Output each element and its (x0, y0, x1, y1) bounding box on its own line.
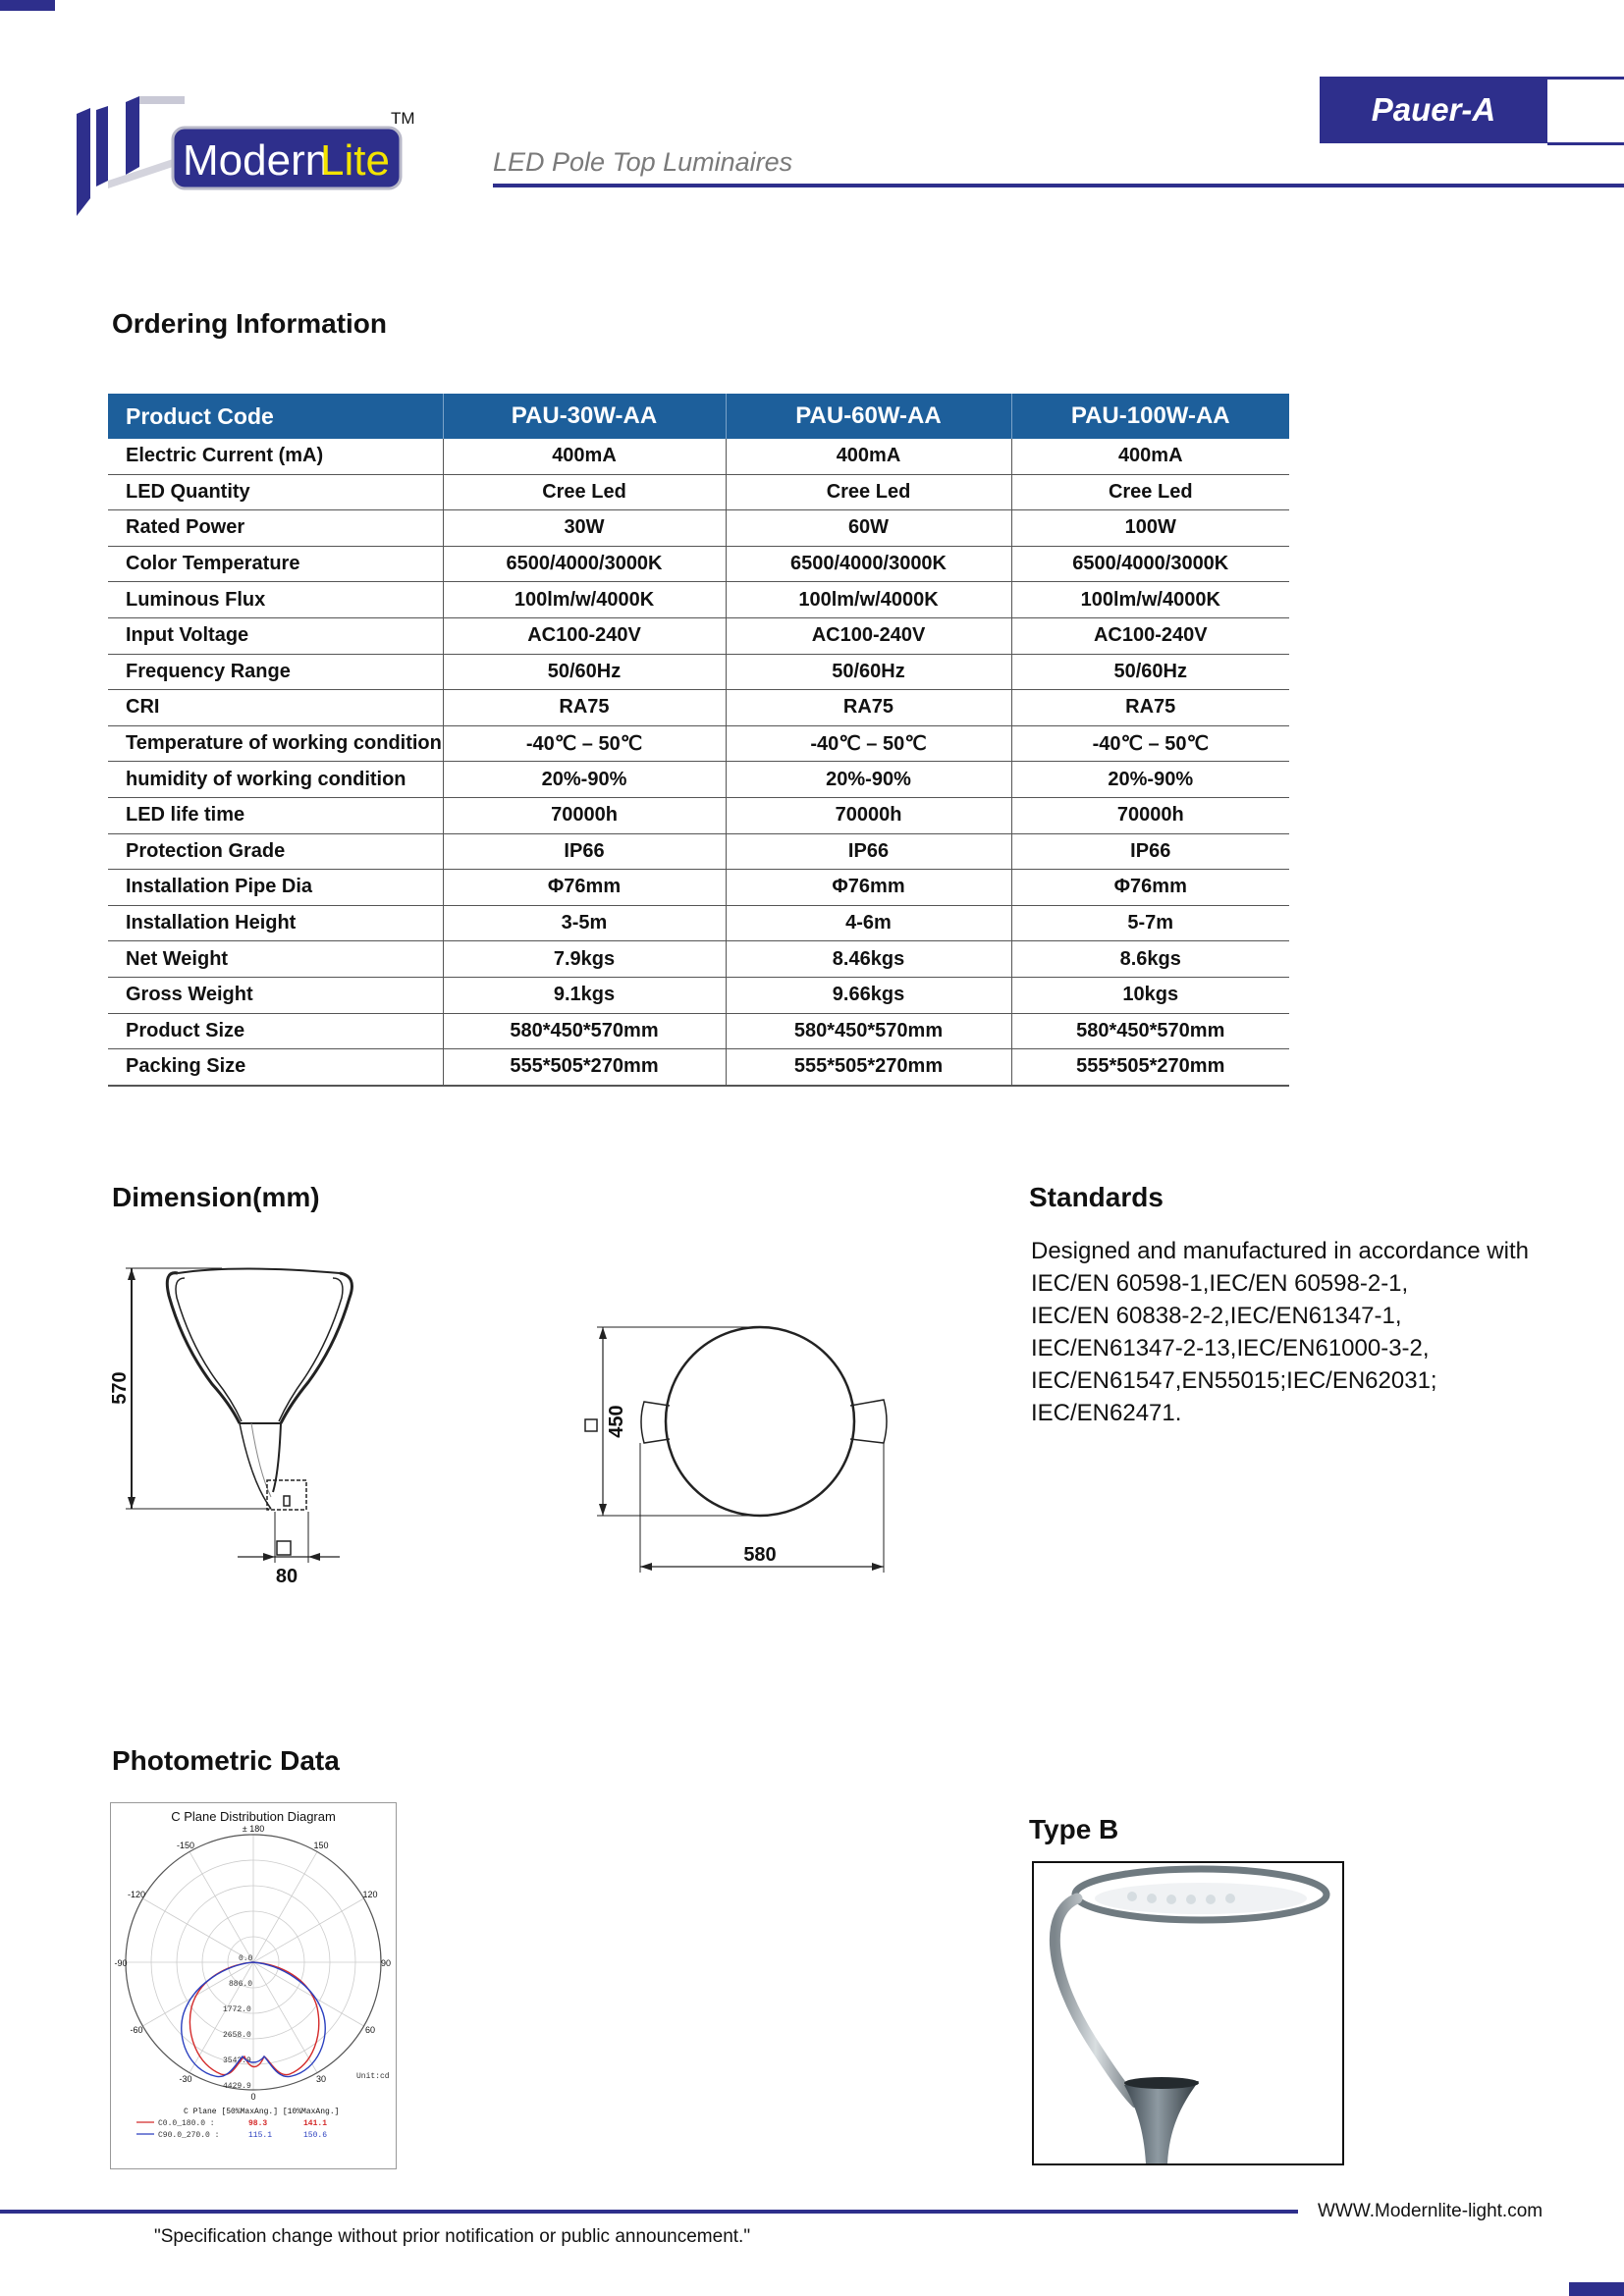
standards-line: IEC/EN62471. (1031, 1400, 1182, 1426)
table-row (108, 439, 1289, 474)
logo-text-lite: Lite (320, 136, 390, 185)
table-cell: -40℃ – 50℃ (1011, 725, 1289, 762)
model-badge: Pauer-A (1320, 77, 1547, 143)
table-row (108, 1013, 1289, 1049)
radial-label: 1772.0 (223, 2005, 251, 2014)
table-row (108, 654, 1289, 690)
logo-bar-1 (77, 108, 90, 216)
table-cell: RA75 (1011, 690, 1289, 726)
side-view-drawing (104, 1256, 359, 1590)
table-cell: 70000h (1011, 797, 1289, 833)
polar-diagram-title: C Plane Distribution Diagram (171, 1809, 336, 1824)
height-dim-label: 570 (109, 1371, 131, 1405)
table-row (108, 474, 1289, 510)
legend-plane: C0.0_180.0 : (158, 2119, 215, 2128)
table-cell: IP66 (443, 833, 726, 870)
table-cell: -40℃ – 50℃ (443, 725, 726, 762)
row-label: LED Quantity (108, 474, 443, 510)
pipe-dim-label: 80 (275, 1566, 298, 1587)
legend-plane: C90.0_270.0 : (158, 2131, 220, 2140)
table-cell: RA75 (726, 690, 1011, 726)
table-cell: RA75 (443, 690, 726, 726)
angle-label: 90 (380, 1958, 392, 1968)
table-cell: 70000h (443, 797, 726, 833)
ordering-title: Ordering Information (112, 308, 387, 339)
angle-label: 120 (362, 1890, 378, 1899)
table-cell: Cree Led (443, 474, 726, 510)
model-badge-outline (1547, 77, 1624, 145)
table-row (108, 582, 1289, 618)
table-cell: 6500/4000/3000K (1011, 546, 1289, 582)
table-row (108, 762, 1289, 798)
table-cell: 30W (443, 510, 726, 547)
table-cell: 9.66kgs (726, 977, 1011, 1013)
legend-value: 141.1 (303, 2119, 328, 2128)
angle-label: -90 (114, 1958, 128, 1968)
table-cell: 8.46kgs (726, 941, 1011, 978)
table-row (108, 725, 1289, 762)
table-row (108, 905, 1289, 941)
table-cell: 100lm/w/4000K (726, 582, 1011, 618)
spec-table-header (108, 394, 1289, 439)
table-cell: 555*505*270mm (1011, 1049, 1289, 1086)
angle-label: 150 (313, 1841, 329, 1850)
logo-bar-shade (139, 96, 185, 104)
radial-label: 886.0 (229, 1980, 253, 1989)
table-cell: IP66 (1011, 833, 1289, 870)
standards-line: IEC/EN61347-2-13,IEC/EN61000-3-2, (1031, 1335, 1430, 1362)
row-label: Rated Power (108, 510, 443, 547)
top-view-circle (666, 1327, 854, 1516)
table-cell: Cree Led (726, 474, 1011, 510)
column-header: PAU-100W-AA (1011, 394, 1289, 439)
column-header: PAU-30W-AA (443, 394, 726, 439)
table-cell: 50/60Hz (1011, 654, 1289, 690)
top-view-drawing (579, 1315, 893, 1580)
standards-text (1031, 1235, 1581, 1429)
page-subtitle: LED Pole Top Luminaires (493, 147, 793, 177)
table-cell: 60W (726, 510, 1011, 547)
angle-label: 0 (250, 2092, 256, 2102)
logo-bar-3 (126, 96, 139, 175)
table-cell: 50/60Hz (443, 654, 726, 690)
table-cell: 20%-90% (1011, 762, 1289, 798)
table-cell: 20%-90% (443, 762, 726, 798)
table-cell: 6500/4000/3000K (726, 546, 1011, 582)
legend-value: 98.3 (248, 2119, 268, 2128)
angle-label: 30 (315, 2074, 327, 2084)
table-cell: 6500/4000/3000K (443, 546, 726, 582)
table-cell: Φ76mm (1011, 870, 1289, 906)
footer-rule (0, 2210, 1298, 2214)
row-label: Product Size (108, 1013, 443, 1049)
table-row (108, 510, 1289, 547)
row-label: Luminous Flux (108, 582, 443, 618)
standards-line: IEC/EN 60598-1,IEC/EN 60598-2-1, (1031, 1270, 1409, 1297)
angle-label: ± 180 (242, 1824, 265, 1834)
table-cell: IP66 (726, 833, 1011, 870)
table-cell: 4-6m (726, 905, 1011, 941)
polar-diagram (111, 1803, 396, 2168)
legend-header: C Plane [50%MaxAng.] [10%MaxAng.] (184, 2108, 340, 2116)
depth-dim-label: 450 (606, 1405, 627, 1438)
logo-trademark: TM (391, 109, 415, 128)
row-label: Frequency Range (108, 654, 443, 690)
luminaire-illustration (1034, 1863, 1342, 2163)
table-cell: 50/60Hz (726, 654, 1011, 690)
table-row (108, 833, 1289, 870)
angle-label: -60 (130, 2025, 143, 2035)
photometric-diagram-frame (110, 1802, 397, 2169)
standards-title: Standards (1029, 1182, 1164, 1212)
table-cell: AC100-240V (726, 617, 1011, 654)
angle-label: -30 (179, 2074, 192, 2084)
luminaire-cone (1124, 2081, 1199, 2163)
width-dim-label: 580 (743, 1544, 777, 1566)
luminaire-arm (1055, 1898, 1136, 2103)
corner-accent-bottom (1569, 2282, 1624, 2296)
column-header: PAU-60W-AA (726, 394, 1011, 439)
typeb-photo (1032, 1861, 1344, 2165)
table-cell: 555*505*270mm (443, 1049, 726, 1086)
row-label: LED life time (108, 797, 443, 833)
table-cell: AC100-240V (1011, 617, 1289, 654)
logo-bar-2 (96, 106, 108, 187)
column-header: Product Code (108, 394, 443, 439)
standards-line: Designed and manufactured in accordance with (1031, 1238, 1529, 1264)
footer-url: WWW.Modernlite-light.com (1318, 2201, 1543, 2221)
polar-legend (136, 2108, 339, 2140)
table-cell: 100lm/w/4000K (443, 582, 726, 618)
photometric-title: Photometric Data (112, 1745, 340, 1776)
angle-label: -120 (127, 1890, 146, 1899)
table-cell: 100lm/w/4000K (1011, 582, 1289, 618)
footer-disclaimer: "Specification change without prior notification or public announcement." (154, 2226, 751, 2247)
standards-line: IEC/EN 60838-2-2,IEC/EN61347-1, (1031, 1303, 1402, 1329)
table-cell: 3-5m (443, 905, 726, 941)
logo-text-modern: Modern (183, 136, 330, 185)
table-row (108, 797, 1289, 833)
radial-labels (223, 1954, 390, 2091)
radial-label: 3543.9 (223, 2056, 251, 2065)
row-label: Electric Current (mA) (108, 439, 443, 474)
row-label: humidity of working condition (108, 762, 443, 798)
angle-label: -150 (176, 1841, 195, 1850)
table-cell: Cree Led (1011, 474, 1289, 510)
table-cell: 8.6kgs (1011, 941, 1289, 978)
header-rule (493, 184, 1624, 187)
row-label: Gross Weight (108, 977, 443, 1013)
table-cell: 580*450*570mm (726, 1013, 1011, 1049)
row-label: Net Weight (108, 941, 443, 978)
table-cell: 400mA (1011, 439, 1289, 474)
unit-label: Unit:cd (356, 2072, 390, 2081)
table-cell: 20%-90% (726, 762, 1011, 798)
spec-table (108, 394, 1289, 1087)
standards-line: IEC/EN61547,EN55015;IEC/EN62031; (1031, 1367, 1437, 1394)
row-label: CRI (108, 690, 443, 726)
table-cell: Φ76mm (443, 870, 726, 906)
table-cell: 7.9kgs (443, 941, 726, 978)
table-cell: -40℃ – 50℃ (726, 725, 1011, 762)
table-row (108, 546, 1289, 582)
table-cell: 400mA (726, 439, 1011, 474)
table-cell: 580*450*570mm (1011, 1013, 1289, 1049)
legend-value: 150.6 (303, 2131, 328, 2140)
table-cell: AC100-240V (443, 617, 726, 654)
row-label: Protection Grade (108, 833, 443, 870)
row-label: Input Voltage (108, 617, 443, 654)
table-row (108, 870, 1289, 906)
table-row (108, 690, 1289, 726)
legend-value: 115.1 (248, 2131, 273, 2140)
table-row (108, 941, 1289, 978)
table-cell: 580*450*570mm (443, 1013, 726, 1049)
radial-label: 0.0 (239, 1954, 253, 1963)
table-cell: Φ76mm (726, 870, 1011, 906)
row-label: Color Temperature (108, 546, 443, 582)
corner-accent-top (0, 0, 55, 11)
typeb-title: Type B (1029, 1814, 1119, 1844)
table-cell: 9.1kgs (443, 977, 726, 1013)
table-cell: 5-7m (1011, 905, 1289, 941)
table-cell: 70000h (726, 797, 1011, 833)
table-row (108, 977, 1289, 1013)
dimension-title: Dimension(mm) (112, 1182, 320, 1212)
radial-label: 2658.0 (223, 2031, 251, 2040)
row-label: Packing Size (108, 1049, 443, 1086)
table-row (108, 617, 1289, 654)
row-label: Installation Pipe Dia (108, 870, 443, 906)
modernlite-logo (77, 96, 420, 216)
row-label: Temperature of working condition (108, 725, 443, 762)
table-cell: 10kgs (1011, 977, 1289, 1013)
angle-label: 60 (364, 2025, 376, 2035)
table-cell: 100W (1011, 510, 1289, 547)
table-cell: 555*505*270mm (726, 1049, 1011, 1086)
table-cell: 400mA (443, 439, 726, 474)
radial-label: 4429.9 (223, 2082, 251, 2091)
table-row (108, 1049, 1289, 1086)
row-label: Installation Height (108, 905, 443, 941)
